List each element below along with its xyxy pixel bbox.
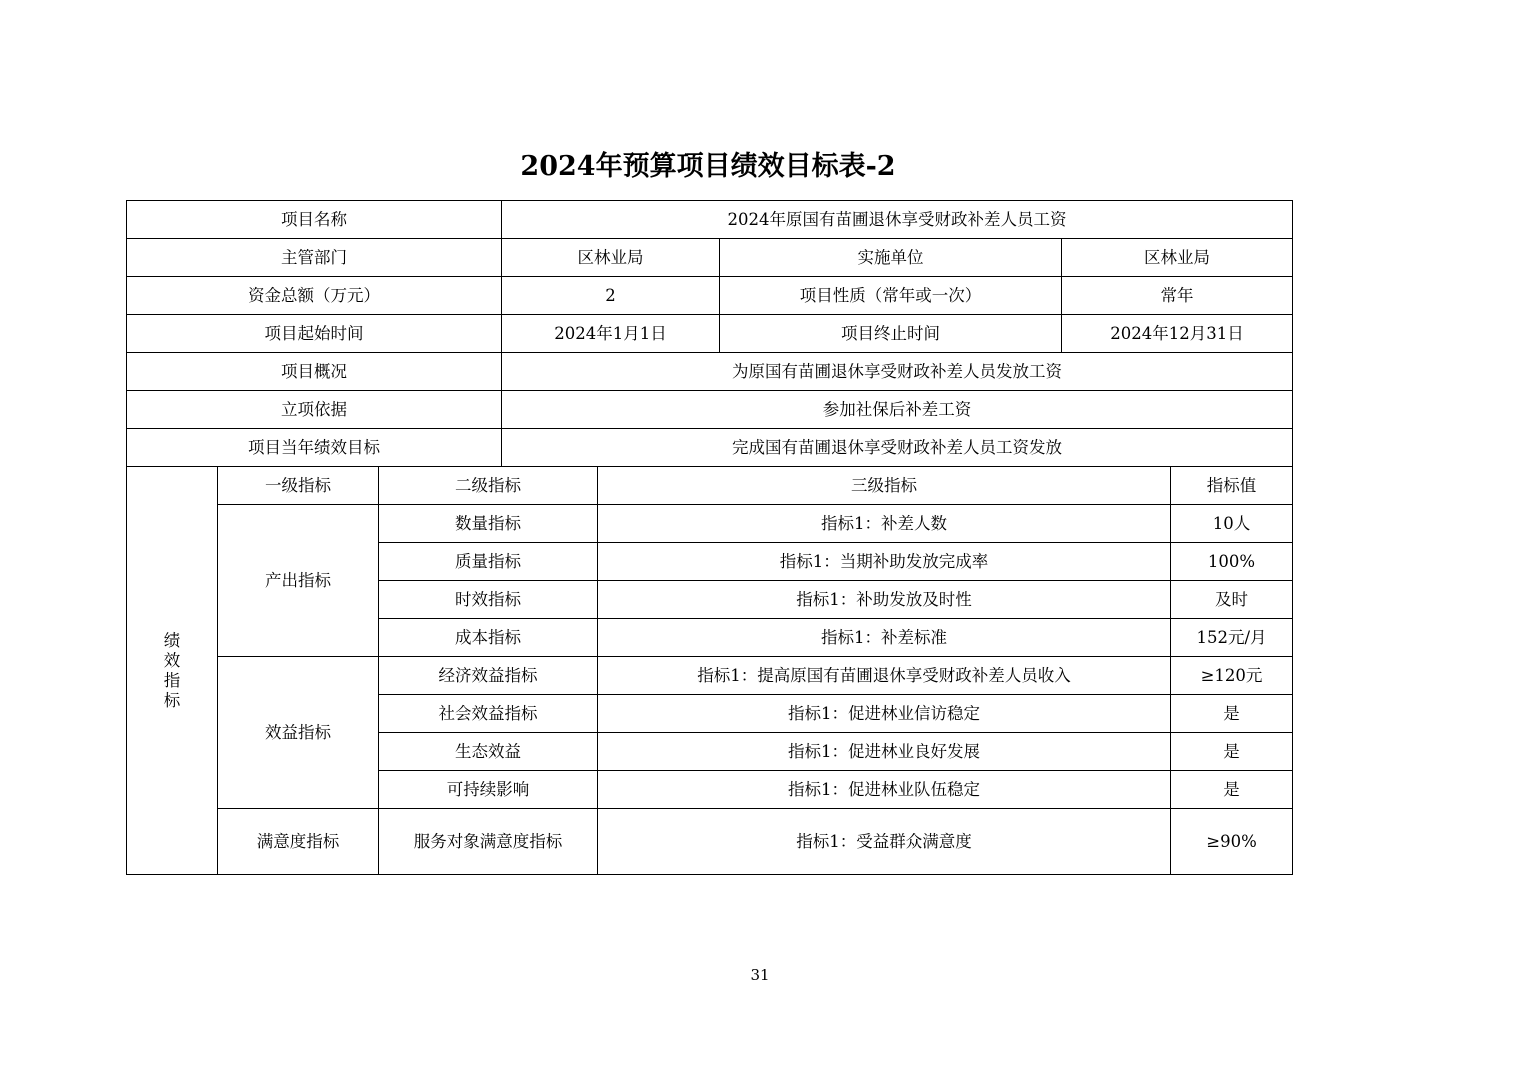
value-cell: 是 [1171, 733, 1293, 771]
section-label-char: 绩 [163, 630, 181, 650]
row-goal [127, 429, 1293, 467]
row-basis [127, 391, 1293, 429]
level2-cell: 质量指标 [379, 543, 598, 581]
overview-value: 为原国有苗圃退休享受财政补差人员发放工资 [502, 353, 1293, 391]
level2-cell: 成本指标 [379, 619, 598, 657]
level2-cell: 社会效益指标 [379, 695, 598, 733]
level3-cell: 指标1：补差标准 [598, 619, 1171, 657]
level3-cell: 指标1：促进林业信访稳定 [598, 695, 1171, 733]
dept-label: 主管部门 [127, 239, 502, 277]
level2-cell: 可持续影响 [379, 771, 598, 809]
performance-indicator-label [127, 467, 218, 875]
dept-value: 区林业局 [502, 239, 720, 277]
performance-table [126, 200, 1293, 875]
level2-cell: 经济效益指标 [379, 657, 598, 695]
value-cell: ≥120元 [1171, 657, 1293, 695]
page-number: 31 [750, 966, 770, 984]
value-cell: 是 [1171, 695, 1293, 733]
row-time [127, 315, 1293, 353]
table-row [127, 809, 1293, 875]
basis-label: 立项依据 [127, 391, 502, 429]
table-row [127, 505, 1293, 543]
start-value: 2024年1月1日 [502, 315, 720, 353]
row-indicator-header [127, 467, 1293, 505]
overview-label: 项目概况 [127, 353, 502, 391]
row-overview [127, 353, 1293, 391]
level1-benefit: 效益指标 [218, 657, 379, 809]
value-cell: 是 [1171, 771, 1293, 809]
row-fund [127, 277, 1293, 315]
impl-label: 实施单位 [720, 239, 1062, 277]
section-label-char: 指 [163, 670, 181, 690]
level2-cell: 数量指标 [379, 505, 598, 543]
row-department [127, 239, 1293, 277]
level3-cell: 指标1：补差人数 [598, 505, 1171, 543]
fund-value: 2 [502, 277, 720, 315]
level3-cell: 指标1：受益群众满意度 [598, 809, 1171, 875]
header-level3: 三级指标 [598, 467, 1171, 505]
nature-label: 项目性质（常年或一次） [720, 277, 1062, 315]
fund-label: 资金总额（万元） [127, 277, 502, 315]
level3-cell: 指标1：促进林业队伍稳定 [598, 771, 1171, 809]
value-cell: 10人 [1171, 505, 1293, 543]
goal-label: 项目当年绩效目标 [127, 429, 502, 467]
level3-cell: 指标1：补助发放及时性 [598, 581, 1171, 619]
level2-cell: 服务对象满意度指标 [379, 809, 598, 875]
table-row [127, 657, 1293, 695]
end-value: 2024年12月31日 [1062, 315, 1293, 353]
value-cell: 100% [1171, 543, 1293, 581]
project-name-value: 2024年原国有苗圃退休享受财政补差人员工资 [502, 201, 1293, 239]
level2-cell: 时效指标 [379, 581, 598, 619]
level3-cell: 指标1：当期补助发放完成率 [598, 543, 1171, 581]
value-cell: ≥90% [1171, 809, 1293, 875]
goal-value: 完成国有苗圃退休享受财政补差人员工资发放 [502, 429, 1293, 467]
section-label-char: 标 [163, 690, 181, 710]
level2-cell: 生态效益 [379, 733, 598, 771]
level1-satisfaction: 满意度指标 [218, 809, 379, 875]
project-name-label: 项目名称 [127, 201, 502, 239]
level1-output: 产出指标 [218, 505, 379, 657]
start-label: 项目起始时间 [127, 315, 502, 353]
header-value: 指标值 [1171, 467, 1293, 505]
value-cell: 及时 [1171, 581, 1293, 619]
header-level1: 一级指标 [218, 467, 379, 505]
impl-value: 区林业局 [1062, 239, 1293, 277]
basis-value: 参加社保后补差工资 [502, 391, 1293, 429]
value-cell: 152元/月 [1171, 619, 1293, 657]
row-project-name [127, 201, 1293, 239]
header-level2: 二级指标 [379, 467, 598, 505]
level3-cell: 指标1：提高原国有苗圃退休享受财政补差人员收入 [598, 657, 1171, 695]
page-title: 2024年预算项目绩效目标表-2 [520, 151, 896, 182]
level3-cell: 指标1：促进林业良好发展 [598, 733, 1171, 771]
end-label: 项目终止时间 [720, 315, 1062, 353]
section-label-char: 效 [163, 650, 181, 670]
nature-value: 常年 [1062, 277, 1293, 315]
